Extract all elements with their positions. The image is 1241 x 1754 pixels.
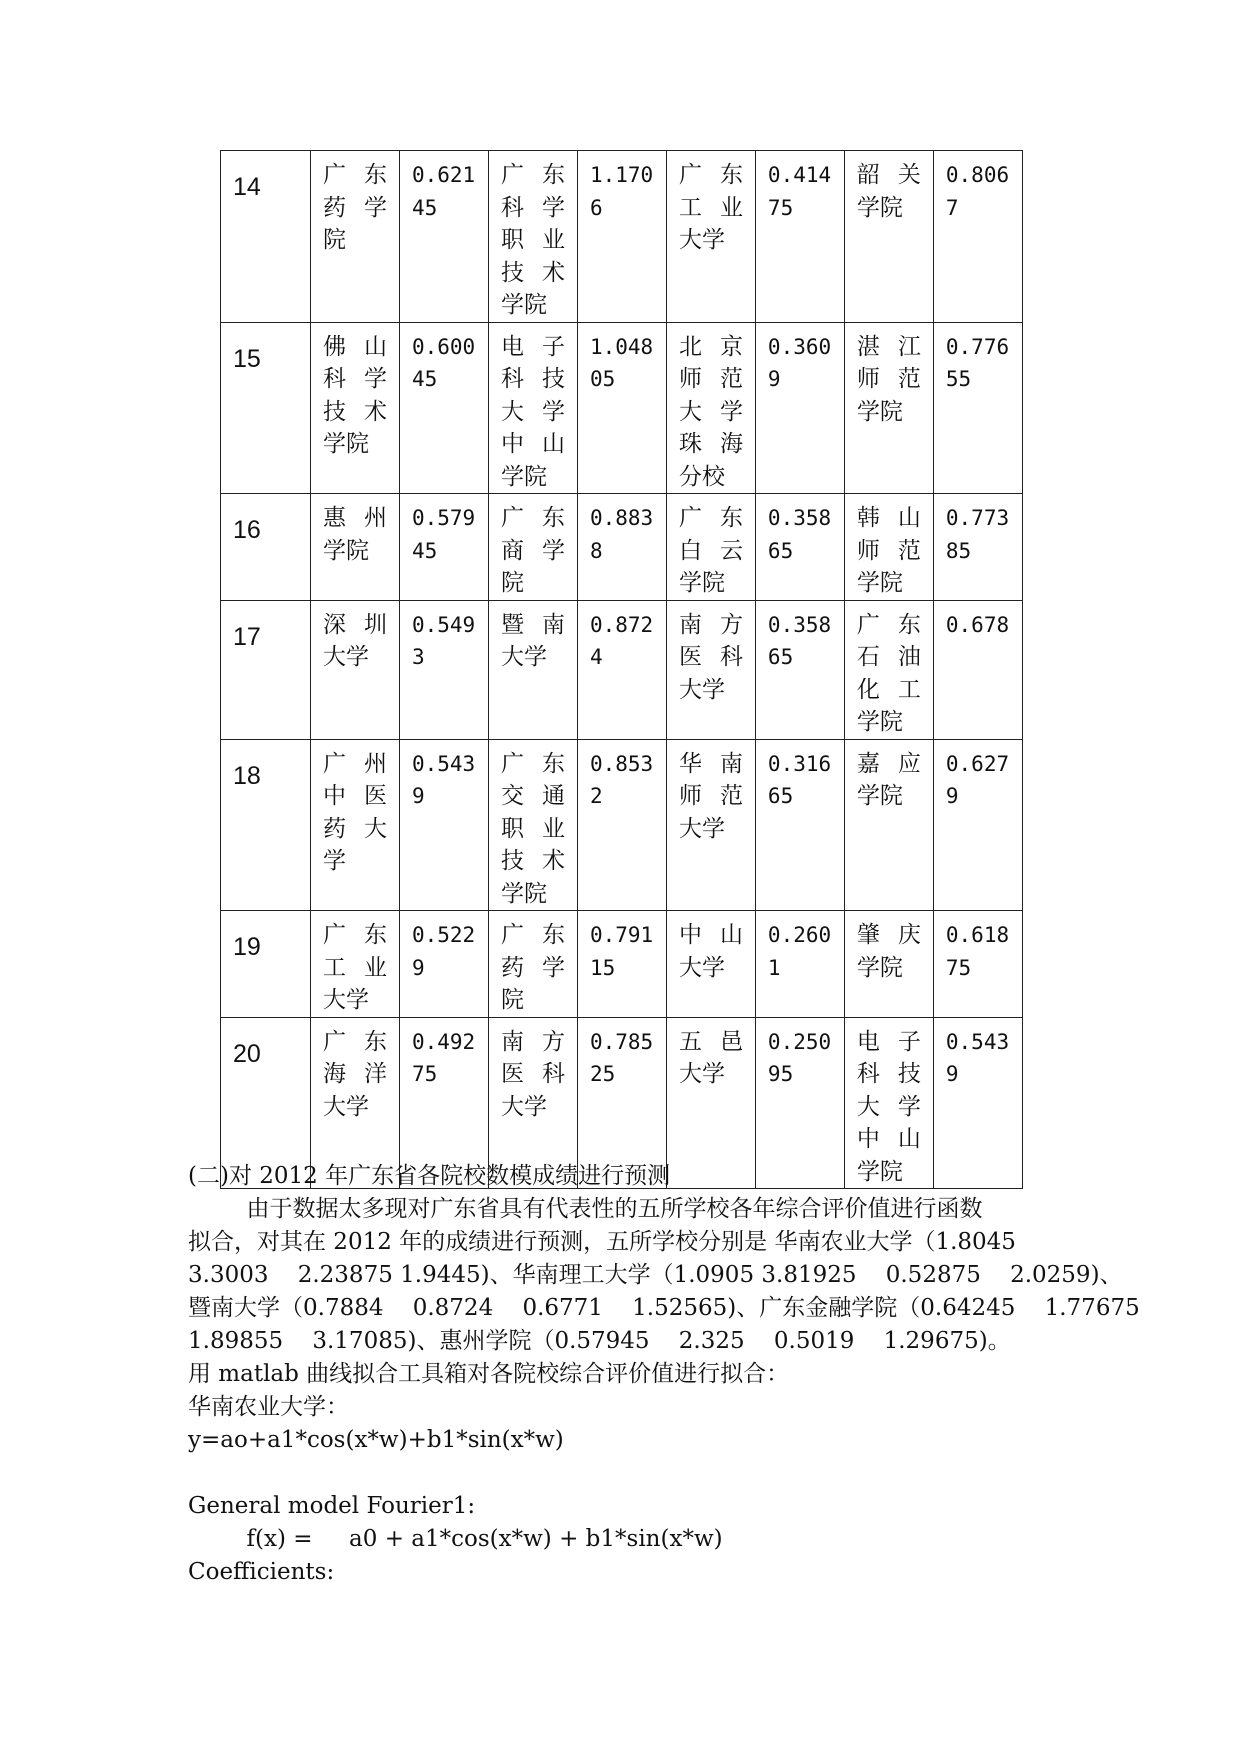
school-cell: 广州 中医 药大 学 <box>311 739 400 911</box>
paragraph-line: 拟合，对其在 2012 年的成绩进行预测，五所学校分别是 华南农业大学（1.8045 <box>188 1229 1016 1255</box>
paragraph-line: 1.89855 3.17085)、惠州学院（0.57945 2.325 0.5019 1.29675)。 <box>188 1328 1011 1354</box>
paragraph-line: 3.3003 2.23875 1.9445)、华南理工大学（1.0905 3.81925 0.52875 2.0259)、 <box>188 1262 1123 1288</box>
table-row <box>221 911 1023 1018</box>
school-cell: 五邑 大学 <box>666 1017 755 1189</box>
school-cell: 广东 工业 大学 <box>666 151 755 323</box>
score-cell: 0.414 75 <box>755 151 844 323</box>
school-cell: 韶关 学院 <box>844 151 933 323</box>
table-row <box>221 739 1023 911</box>
school-cell: 深圳 大学 <box>311 600 400 739</box>
table-row <box>221 151 1023 323</box>
score-cell: 0.773 85 <box>933 494 1022 601</box>
school-cell: 广东 药学 院 <box>311 151 400 323</box>
rank-cell: 15 <box>221 322 311 494</box>
score-cell: 0.872 4 <box>577 600 666 739</box>
score-cell: 0.358 65 <box>755 600 844 739</box>
school-cell: 广东 商学 院 <box>488 494 577 601</box>
paragraph-line: 华南农业大学： <box>188 1394 349 1420</box>
table-row <box>221 322 1023 494</box>
rank-cell: 19 <box>221 911 311 1018</box>
score-cell: 0.883 8 <box>577 494 666 601</box>
score-cell: 0.522 9 <box>399 911 488 1018</box>
school-cell: 广东 科学 职业 技术 学院 <box>488 151 577 323</box>
score-cell: 0.621 45 <box>399 151 488 323</box>
score-cell: 0.776 55 <box>933 322 1022 494</box>
school-cell: 广东 海洋 大学 <box>311 1017 400 1189</box>
school-cell: 电子 科技 大学 中山 学院 <box>844 1017 933 1189</box>
school-cell: 中山 大学 <box>666 911 755 1018</box>
table-row <box>221 600 1023 739</box>
school-cell: 北京 师范 大学 珠海 分校 <box>666 322 755 494</box>
school-cell: 南方 医科 大学 <box>666 600 755 739</box>
rank-cell: 17 <box>221 600 311 739</box>
paragraph-line: 暨南大学（0.7884 0.8724 0.6771 1.52565)、广东金融学院（0.64245 1.77675 <box>188 1295 1140 1321</box>
rank-cell: 16 <box>221 494 311 601</box>
score-cell: 1.170 6 <box>577 151 666 323</box>
formula-line: y=ao+a1*cos(x*w)+b1*sin(x*w) <box>188 1427 564 1453</box>
score-cell: 0.579 45 <box>399 494 488 601</box>
school-cell: 电子 科技 大学 中山 学院 <box>488 322 577 494</box>
table-row <box>221 494 1023 601</box>
score-cell: 0.600 45 <box>399 322 488 494</box>
score-cell: 0.492 75 <box>399 1017 488 1189</box>
score-cell: 0.791 15 <box>577 911 666 1018</box>
school-cell: 广东 工业 大学 <box>311 911 400 1018</box>
school-cell: 广东 白云 学院 <box>666 494 755 601</box>
ranking-table <box>220 150 1023 1189</box>
school-cell: 嘉应 学院 <box>844 739 933 911</box>
school-cell: 广东 药学 院 <box>488 911 577 1018</box>
score-cell: 0.260 1 <box>755 911 844 1018</box>
model-label: General model Fourier1: <box>188 1493 476 1519</box>
school-cell: 南方 医科 大学 <box>488 1017 577 1189</box>
ranking-table-body <box>221 151 1023 1189</box>
score-cell: 0.316 65 <box>755 739 844 911</box>
score-cell: 0.853 2 <box>577 739 666 911</box>
score-cell: 0.250 95 <box>755 1017 844 1189</box>
paragraph-line: 用 matlab 曲线拟合工具箱对各院校综合评价值进行拟合： <box>188 1361 790 1387</box>
school-cell: 肇庆 学院 <box>844 911 933 1018</box>
school-cell: 佛山 科学 技术 学院 <box>311 322 400 494</box>
school-cell: 惠州 学院 <box>311 494 400 601</box>
score-cell: 0.549 3 <box>399 600 488 739</box>
school-cell: 湛江 师范 学院 <box>844 322 933 494</box>
formula-line: f(x) = a0 + a1*cos(x*w) + b1*sin(x*w) <box>188 1526 723 1552</box>
score-cell: 0.358 65 <box>755 494 844 601</box>
score-cell: 0.543 9 <box>933 1017 1022 1189</box>
school-cell: 韩山 师范 学院 <box>844 494 933 601</box>
score-cell: 0.785 25 <box>577 1017 666 1189</box>
score-cell: 0.360 9 <box>755 322 844 494</box>
score-cell: 1.048 05 <box>577 322 666 494</box>
rank-cell: 18 <box>221 739 311 911</box>
school-cell: 暨南 大学 <box>488 600 577 739</box>
section-heading: (二)对 2012 年广东省各院校数模成绩进行预测 <box>188 1163 671 1189</box>
school-cell: 广东 石油 化工 学院 <box>844 600 933 739</box>
coefficients-label: Coefficients: <box>188 1559 335 1585</box>
rank-cell: 20 <box>221 1017 311 1189</box>
score-cell: 0.543 9 <box>399 739 488 911</box>
score-cell: 0.618 75 <box>933 911 1022 1018</box>
score-cell: 0.678 <box>933 600 1022 739</box>
score-cell: 0.806 7 <box>933 151 1022 323</box>
score-cell: 0.627 9 <box>933 739 1022 911</box>
school-cell: 广东 交通 职业 技术 学院 <box>488 739 577 911</box>
paragraph-line: 由于数据太多现对广东省具有代表性的五所学校各年综合评价值进行函数 <box>188 1196 983 1222</box>
rank-cell: 14 <box>221 151 311 323</box>
school-cell: 华南 师范 大学 <box>666 739 755 911</box>
